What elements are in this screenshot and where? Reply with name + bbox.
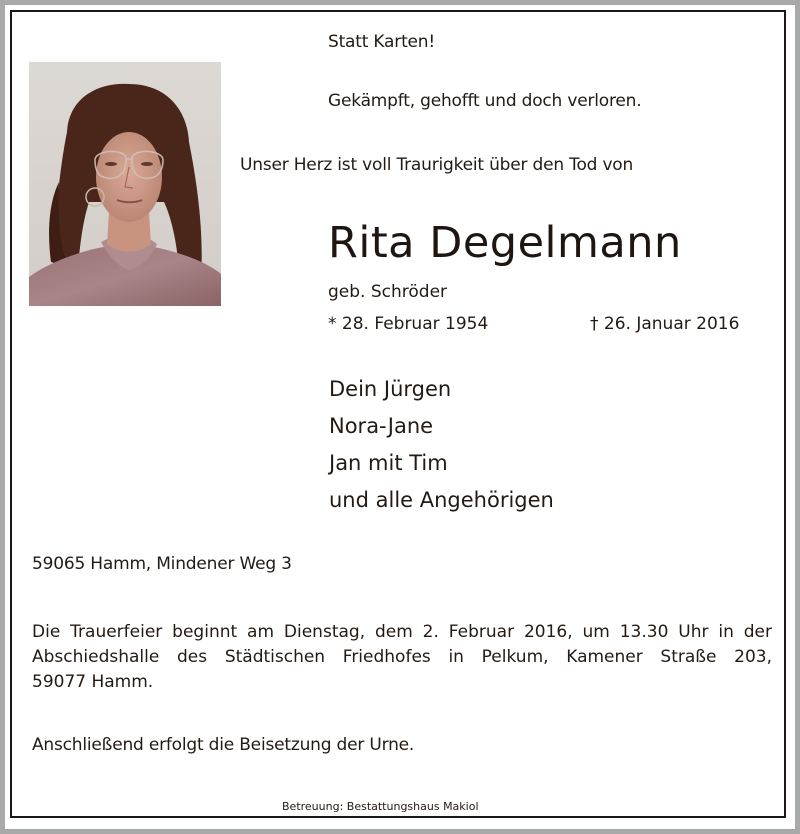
- family-address: 59065 Hamm, Mindener Weg 3: [32, 554, 292, 574]
- service-paragraph: [32, 620, 772, 695]
- funeral-home-credit: Betreuung: Bestattungshaus Makiol: [282, 800, 479, 813]
- service-line: Abschiedshalle des Städtischen Friedhofes in Pelkum, Kamener Straße 203,: [32, 647, 772, 667]
- mourner-item: Dein Jürgen: [329, 377, 452, 401]
- service-line: Die Trauerfeier beginnt am Dienstag, dem 2. Februar 2016, um 13.30 Uhr in der: [32, 622, 772, 642]
- mourner-item: Nora-Jane: [329, 414, 434, 438]
- mourner-item: und alle Angehörigen: [329, 488, 554, 512]
- service-line: 59077 Hamm.: [32, 672, 154, 692]
- death-date: † 26. Januar 2016: [590, 314, 740, 334]
- intro-text: Unser Herz ist voll Traurigkeit über den Tod von: [240, 155, 634, 175]
- deceased-name: Rita Degelmann: [328, 218, 682, 268]
- birth-date: * 28. Februar 1954: [328, 314, 489, 334]
- mourner-item: Jan mit Tim: [329, 451, 448, 475]
- burial-text: Anschließend erfolgt die Beisetzung der Urne.: [32, 735, 415, 755]
- portrait-image-icon: [29, 62, 221, 306]
- maiden-name: geb. Schröder: [328, 282, 448, 302]
- portrait-photo: [29, 62, 221, 306]
- motto-text: Gekämpft, gehofft und doch verloren.: [328, 91, 642, 111]
- header-text: Statt Karten!: [328, 32, 435, 52]
